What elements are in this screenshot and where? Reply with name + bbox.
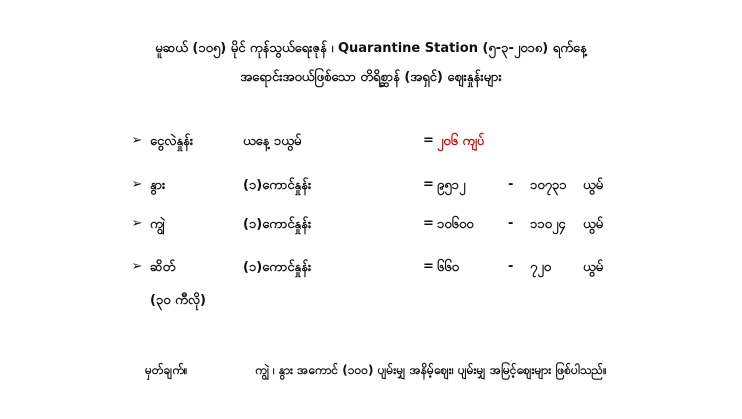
price-low: ၉၅၁၂ [437, 178, 466, 193]
item-unit: (၁)ကောင်နှုန်း [243, 217, 312, 232]
footer-note-label: မှတ်ချက်။ [145, 363, 188, 377]
currency-unit: ယွမ် [583, 217, 604, 232]
equals-sign: = [423, 177, 434, 192]
footer-note-text: ကျွဲ ၊ နွား အကောင် (၁၀၀) ပျမ်းမျှ အနိမ့်ဈေး၊ ပျမ်းမျှ အမြင့်ဈေးများ ဖြစ်ပါသည်။ [255, 363, 607, 377]
range-dash: - [508, 216, 514, 231]
range-dash: - [508, 177, 514, 192]
currency-unit: ယွမ် [583, 260, 604, 275]
header-title-line1: မူဆယ် (၁၀၅) မိုင် ကုန်သွယ်ရေးဇုန် ၊ Quarantine Station (၅-၃-၂၀၁၈) ရက်နေ့ [155, 41, 587, 56]
equals-sign: = [423, 133, 434, 148]
price-low: ၆၆၀ [437, 260, 459, 275]
price-high: ၁၀၇၃၁ [530, 178, 567, 193]
price-row-goat [0, 259, 742, 281]
exchange-rate-value: ၂၀၆ ကျပ် [437, 134, 485, 149]
item-name: ငွေလဲနှုန်း [150, 134, 194, 149]
equals-sign: = [423, 259, 434, 274]
item-name: နွား [150, 178, 166, 193]
exchange-rate-row [0, 133, 742, 155]
arrow-bullet-icon: ➢ [131, 259, 143, 274]
arrow-bullet-icon: ➢ [131, 133, 143, 148]
price-high: ၁၁၀၂၄ [530, 217, 566, 232]
range-dash: - [508, 259, 514, 274]
goat-weight-note: (၃၀ ကီလို) [150, 293, 206, 308]
item-name: ဆိတ် [150, 260, 176, 275]
price-high: ၇၂၀ [530, 260, 552, 275]
item-name: ကျွဲ [150, 217, 165, 232]
item-unit: ယနေ့ ၁ယွမ် [243, 134, 302, 149]
item-unit: (၁)ကောင်နှုန်း [243, 178, 312, 193]
arrow-bullet-icon: ➢ [131, 177, 143, 192]
price-row-cattle [0, 177, 742, 199]
equals-sign: = [423, 216, 434, 231]
header-title-line2: အရောင်းအဝယ်ဖြစ်သော တိရိစ္ဆာန် (အရှင်) ဈေးနှုန်းများ [240, 70, 502, 85]
price-low: ၁၀၆၀၀ [437, 217, 474, 232]
currency-unit: ယွမ် [583, 178, 604, 193]
item-unit: (၁)ကောင်နှုန်း [243, 260, 312, 275]
arrow-bullet-icon: ➢ [131, 216, 143, 231]
price-row-buffalo [0, 216, 742, 238]
